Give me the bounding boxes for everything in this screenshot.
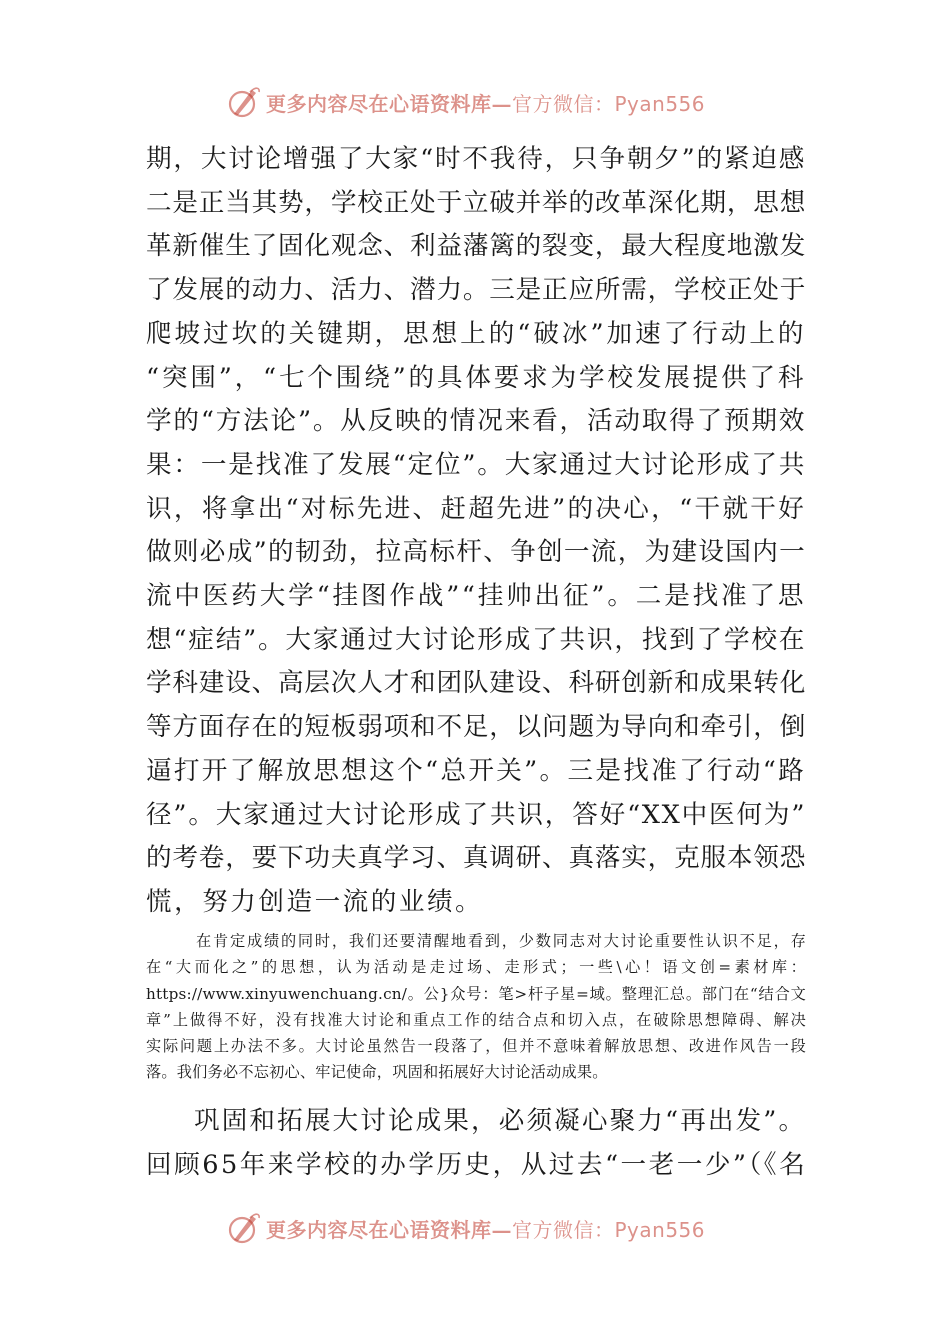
watermark-wechat-text: 官方微信：Pyan556: [512, 1217, 706, 1242]
text-line: 的考卷，要下功夫真学习、真调研、真落实，克服本领恐: [146, 843, 806, 874]
watermark-wechat-text: 官方微信：Pyan556: [512, 91, 706, 116]
header-watermark: [226, 82, 705, 122]
text-line: 流中医药大学“挂图作战”“挂帅出征”。二是找准了思: [146, 581, 806, 612]
text-line: 等方面存在的短板弱项和不足，以问题为导向和牵引，倒: [146, 712, 806, 743]
text-line: 了发展的动力、活力、潜力。三是正应所需，学校正处于: [146, 275, 806, 306]
text-line: 章”上做得不好，没有找准大讨论和重点工作的结合点和切入点，在破除思想障碍、解决: [146, 1010, 806, 1029]
text-line: 革新催生了固化观念、利益藩篱的裂变，最大程度地激发: [146, 231, 806, 262]
text-line: 爬坡过坎的关键期，思想上的“破冰”加速了行动上的: [146, 318, 806, 349]
text-line: 径”。大家通过大讨论形成了共识，答好“XX中医何为”: [146, 799, 806, 830]
text-line: https://www.xinyuwenchuang.cn/。公}众号：笔>杆子星=域。整理汇总。部门在“结合文: [146, 984, 806, 1003]
text-line: 果：一是找准了发展“定位”。大家通过大讨论形成了共: [146, 449, 806, 480]
paragraph-3: [146, 1100, 806, 1187]
watermark-site-text: 更多内容尽在心语资料库—: [266, 1217, 512, 1242]
text-line: “突围”，“七个围绕”的具体要求为学校发展提供了科: [146, 362, 806, 393]
text-line: 做则必成”的韧劲，拉高标杆、争创一流，为建设国内一: [146, 537, 806, 568]
quill-pen-icon: [226, 1210, 262, 1246]
text-line: 实际问题上办法不多。大讨论虽然告一段落了，但并不意味着解放思想、改进作风告一段: [146, 1037, 806, 1056]
text-line: 在肯定成绩的同时，我们还要清醒地看到，少数同志对大讨论重要性认识不足，存: [196, 932, 806, 950]
text-line: 回顾65年来学校的办学历史，从过去“一老一少”（《名: [146, 1149, 808, 1180]
watermark-site-text: 更多内容尽在心语资料库—: [266, 91, 512, 116]
paragraph-2: [146, 928, 806, 1086]
text-line: 期，大讨论增强了大家“时不我待，只争朝夕”的紧迫感: [146, 144, 806, 174]
paragraph-1: [146, 138, 806, 925]
footer-watermark: [226, 1208, 705, 1248]
text-line: 在“大而化之”的思想，认为活动是走过场、走形式；一些\心！语文创=素材库：: [146, 958, 806, 977]
text-line: 学科建设、高层次人才和团队建设、科研创新和成果转化: [146, 668, 806, 699]
quill-pen-icon: [226, 84, 262, 120]
text-line: 识，将拿出“对标先进、赶超先进”的决心，“干就干好: [146, 493, 806, 524]
text-line: 想“症结”。大家通过大讨论形成了共识，找到了学校在: [146, 624, 806, 655]
text-line: 巩固和拓展大讨论成果，必须凝心聚力“再出发”。: [194, 1106, 806, 1136]
text-line: 学的“方法论”。从反映的情况来看，活动取得了预期效: [146, 406, 806, 437]
text-line: 二是正当其势，学校正处于立破并举的改革深化期，思想: [146, 187, 806, 218]
text-line: 逼打开了解放思想这个“总开关”。三是找准了行动“路: [146, 755, 806, 786]
text-line: 落。我们务必不忘初心、牢记使命，巩固和拓展好大讨论活动成果。: [146, 1063, 608, 1082]
text-line: 慌，努力创造一流的业绩。: [146, 886, 484, 917]
